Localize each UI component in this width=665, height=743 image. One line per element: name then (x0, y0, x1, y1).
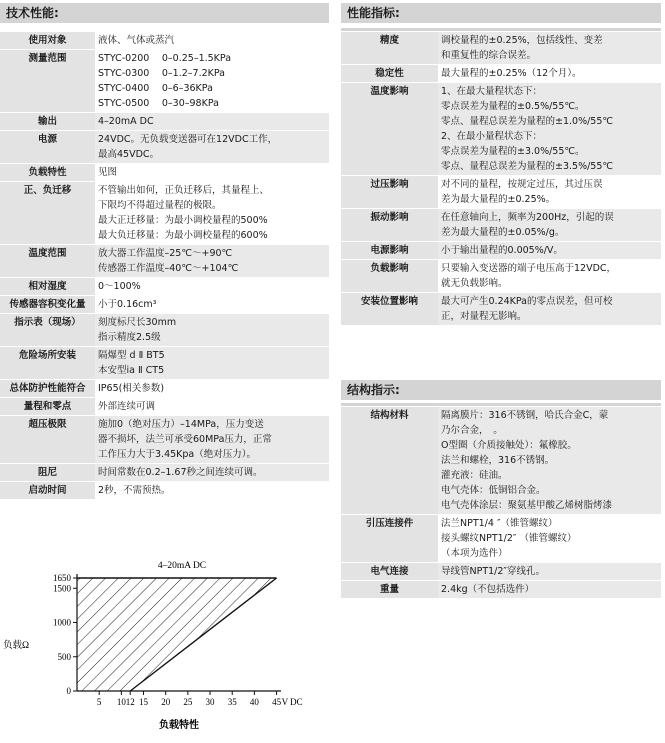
tech-spec-row-value (95, 164, 329, 182)
tech-spec-row (0, 182, 329, 245)
structure-value-line: 隔离膜片：316不锈钢，哈氏合金C，蒙 (441, 410, 609, 421)
tech-spec-row-label: 测量范围 (0, 50, 95, 113)
performance-value-line: 调校量程的±0.25%，包括线性、变差 (441, 35, 603, 46)
tech-spec-value-line: 时间常数在0.2–1.67秒之间连续可调。 (98, 467, 263, 478)
performance-row-value (438, 83, 661, 176)
performance-row-label: 振动影响 (341, 209, 438, 242)
structure-value-line: 导线管NPT1/2″穿线孔。 (441, 566, 545, 577)
tech-spec-value-line: 隔爆型 d Ⅱ BT5 (98, 350, 165, 361)
structure-table (341, 407, 661, 599)
tech-spec-row-value (95, 113, 329, 131)
tech-spec-value-line: 24VDC。无负载变送器可在12VDC工作， (98, 134, 278, 145)
tech-spec-value-line: STYC-0500 0–30–98KPa (98, 98, 219, 109)
tech-spec-row-value (95, 314, 329, 347)
performance-indicators-table (341, 32, 661, 326)
load-characteristic-chart (0, 556, 330, 739)
performance-row (341, 32, 661, 65)
y-tick-label: 1500 (53, 583, 71, 594)
tech-spec-value-line: STYC-0400 0–6–36KPa (98, 83, 213, 94)
tech-spec-row-label: 相对湿度 (0, 278, 95, 296)
tech-spec-row-label: 使用对象 (0, 32, 95, 50)
performance-value-line: 零点、量程总误差为量程的±1.0%/55℃ (441, 116, 614, 127)
tech-spec-value-line: STYC-0300 0–1.2–7.2KPa (98, 68, 225, 79)
performance-value-line: 只要输入变送器的端子电压高于12VDC， (441, 263, 617, 274)
structure-value-line: 接头螺纹NPT1/2″ （锥管螺纹） (441, 533, 577, 544)
structure-row-value (438, 515, 661, 563)
structure-value-line: （本项为选件） (441, 548, 508, 559)
structure-value-line: 灌充液：硅油。 (441, 470, 508, 481)
x-tick-label: 25 (183, 697, 193, 707)
x-tick-label: 35 (227, 697, 237, 707)
tech-spec-value-line: 器不损坏，法兰可承受60MPa压力，正常 (98, 434, 272, 445)
structure-row-label: 重量 (341, 581, 438, 599)
x-tick-label: 40 (249, 697, 259, 707)
tech-spec-row (0, 347, 329, 380)
performance-indicators-header: 性能指标: (341, 3, 661, 23)
tech-spec-value-line: 刻度标尺长30mm (98, 317, 177, 328)
tech-spec-value-line: 放大器工作温度–25℃～+90℃ (98, 248, 233, 259)
tech-spec-row-label: 阻尼 (0, 464, 95, 482)
y-axis-label: 负载Ω (3, 641, 30, 651)
tech-spec-row-value (95, 32, 329, 50)
tech-spec-value-line: IP65(相关参数) (98, 383, 165, 394)
tech-spec-row-label: 量程和零点 (0, 398, 95, 416)
x-tick-label: 15 (139, 697, 149, 707)
tech-spec-row (0, 296, 329, 314)
performance-value-line: 零点误差为量程的±3.0%/55℃。 (441, 146, 585, 157)
performance-row (341, 83, 661, 176)
tech-spec-value-line: 本安型ia Ⅱ CT5 (98, 365, 165, 376)
structure-row-label: 引压连接件 (341, 515, 438, 563)
tech-spec-row (0, 416, 329, 464)
tech-spec-row (0, 245, 329, 278)
x-tick-label: 5 (96, 697, 102, 707)
performance-row-label: 负载影响 (341, 260, 438, 293)
tech-spec-row-label: 总体防护性能符合 (0, 380, 95, 398)
tech-spec-row-label: 电源 (0, 131, 95, 164)
tech-spec-row (0, 50, 329, 113)
performance-row-label: 精度 (341, 32, 438, 65)
performance-value-line: 对不同的量程，按规定过压，其过压误 (441, 179, 603, 190)
performance-row-value (438, 260, 661, 293)
structure-row (341, 581, 661, 599)
structure-value-line: 乃尔合金， 。 (441, 425, 503, 436)
tech-spec-value-line: 下限均不得超过量程的极限。 (98, 200, 222, 211)
performance-row-label: 稳定性 (341, 65, 438, 83)
performance-row (341, 209, 661, 242)
tech-spec-row (0, 131, 329, 164)
y-tick-label: 1000 (53, 617, 71, 628)
performance-value-line: 小于输出量程的0.005%/V。 (441, 245, 563, 256)
tech-spec-row (0, 32, 329, 50)
performance-row (341, 65, 661, 83)
tech-spec-value-line: 最大负迁移量：为最小调校量程的600% (98, 230, 268, 241)
tech-spec-row-value (95, 347, 329, 380)
performance-top-band (341, 28, 661, 31)
tech-spec-row (0, 464, 329, 482)
tech-spec-value-line: 2秒，不需预热。 (98, 485, 171, 496)
tech-spec-value-line: 小于0.16cm³ (98, 299, 157, 310)
performance-row-value (438, 293, 661, 326)
tech-spec-row-label: 温度范围 (0, 245, 95, 278)
performance-value-line: 最大可产生0.24KPa的零点误差，但可校 (441, 296, 613, 307)
tech-spec-row-label: 超压极限 (0, 416, 95, 464)
technical-performance-table (0, 32, 329, 500)
performance-value-line: 零点、量程总误差为量程的±3.5%/55℃ (441, 161, 614, 172)
tech-spec-row-label: 负载特性 (0, 164, 95, 182)
tech-spec-value-line: 0～100% (98, 281, 141, 292)
structure-row (341, 563, 661, 581)
tech-spec-row (0, 278, 329, 296)
structure-row-value (438, 563, 661, 581)
tech-spec-row (0, 164, 329, 182)
performance-row-label: 温度影响 (341, 83, 438, 176)
structure-row-value (438, 581, 661, 599)
performance-value-line: 和重复性的综合误差。 (441, 50, 537, 61)
tech-spec-row (0, 398, 329, 416)
x-axis-label: V DC (281, 697, 303, 707)
structure-row-value (438, 407, 661, 515)
structure-header: 结构指示: (341, 380, 661, 400)
structure-value-line: 电气壳体涂层：聚氨基甲酸乙烯树脂烤漆 (441, 500, 613, 511)
structure-value-line: 2.4kg（不包括选件） (441, 584, 535, 595)
performance-row-value (438, 176, 661, 209)
tech-spec-row-label: 传感器容积变化量 (0, 296, 95, 314)
structure-top-band (341, 403, 661, 406)
tech-spec-value-line: 传感器工作温度–40℃～+104℃ (98, 263, 239, 274)
structure-row-label: 电气连接 (341, 563, 438, 581)
performance-row (341, 176, 661, 209)
x-tick-label: 20 (161, 697, 171, 707)
tech-spec-row-label: 危险场所安装 (0, 347, 95, 380)
performance-value-line: 在任意轴向上，频率为200Hz，引起的误 (441, 212, 614, 223)
performance-value-line: 就无负载影响。 (441, 278, 508, 289)
tech-spec-row (0, 113, 329, 131)
structure-row-label: 结构材料 (341, 407, 438, 515)
tech-spec-row-label: 输出 (0, 113, 95, 131)
performance-value-line: 1、在最大量程状态下： (441, 86, 543, 97)
structure-row (341, 407, 661, 515)
performance-row (341, 293, 661, 326)
performance-row-label: 电源影响 (341, 242, 438, 260)
tech-spec-row-value (95, 398, 329, 416)
tech-spec-row-value (95, 182, 329, 245)
tech-spec-row-label: 指示表（现场） (0, 314, 95, 347)
tech-spec-row-value (95, 245, 329, 278)
structure-value-line: 法兰和螺栓，316不锈钢。 (441, 455, 555, 466)
tech-spec-row (0, 380, 329, 398)
performance-value-line: 正，对量程无影响。 (441, 311, 527, 322)
tech-spec-row-label: 正、负迁移 (0, 182, 95, 245)
tech-spec-value-line: 最大正迁移量：为最小调校量程的500% (98, 215, 268, 226)
tech-spec-value-line: 见图 (98, 167, 118, 178)
x-tick-label: 12 (125, 697, 135, 707)
technical-performance-header: 技术性能: (0, 3, 329, 23)
y-tick-label: 1650 (53, 573, 71, 583)
performance-value-line: 最大量程的±0.25%（12个月）。 (441, 68, 582, 79)
performance-row-label: 过压影响 (341, 176, 438, 209)
tech-spec-row-value (95, 380, 329, 398)
x-tick-label: 10 (116, 697, 126, 707)
performance-value-line: 差为最大量程的±0.05%/g。 (441, 227, 565, 238)
y-tick-label: 500 (57, 651, 71, 662)
tech-spec-value-line: 4–20mA DC (98, 116, 154, 127)
performance-row-label: 安装位置影响 (341, 293, 438, 326)
load-region-hatch (77, 578, 277, 691)
tech-spec-row-value (95, 482, 329, 500)
tech-spec-value-line: 外部连续可调 (98, 401, 156, 412)
x-tick-label: 30 (205, 697, 215, 707)
tech-spec-row (0, 314, 329, 347)
tech-spec-value-line: 施加0（绝对压力）–14MPa，压力变送 (98, 419, 264, 430)
y-tick-label: 0 (66, 686, 71, 696)
performance-value-line: 差为最大量程的±0.25%。 (441, 194, 556, 205)
performance-row (341, 260, 661, 293)
x-tick-label: 45 (272, 697, 282, 707)
tech-spec-value-line: 指示精度2.5级 (98, 332, 161, 343)
tech-spec-row-value (95, 296, 329, 314)
tech-spec-row (0, 482, 329, 500)
performance-row (341, 242, 661, 260)
performance-value-line: 2、在最小量程状态下： (441, 131, 543, 142)
chart-caption: 负载特性 (159, 720, 199, 731)
tech-spec-row-value (95, 416, 329, 464)
chart-title: 4–20mA DC (157, 561, 207, 571)
tech-spec-value-line: 工作压力大于3.45Kpa（绝对压力）。 (98, 449, 256, 460)
structure-value-line: 法兰NPT1/4 ″（锥管螺纹） (441, 518, 558, 529)
performance-value-line: 零点误差为量程的±0.5%/55℃。 (441, 101, 585, 112)
tech-spec-row-value (95, 278, 329, 296)
tech-spec-row-value (95, 50, 329, 113)
tech-spec-value-line: 最高45VDC。 (98, 149, 160, 160)
structure-value-line: O型圈（介质接触处）：氟橡胶。 (441, 440, 577, 451)
tech-spec-value-line: 不管输出如何，正负迁移后，其量程上、 (98, 185, 270, 196)
tech-spec-row-value (95, 464, 329, 482)
performance-row-value (438, 65, 661, 83)
performance-row-value (438, 242, 661, 260)
tech-spec-row-value (95, 131, 329, 164)
tech-spec-value-line: STYC-0200 0–0.25–1.5KPa (98, 53, 232, 64)
tech-spec-value-line: 液体、气体或蒸汽 (98, 35, 175, 46)
tech-spec-row-label: 启动时间 (0, 482, 95, 500)
performance-row-value (438, 32, 661, 65)
structure-value-line: 电气壳体：低铜铝合金。 (441, 485, 546, 496)
structure-row (341, 515, 661, 563)
performance-row-value (438, 209, 661, 242)
